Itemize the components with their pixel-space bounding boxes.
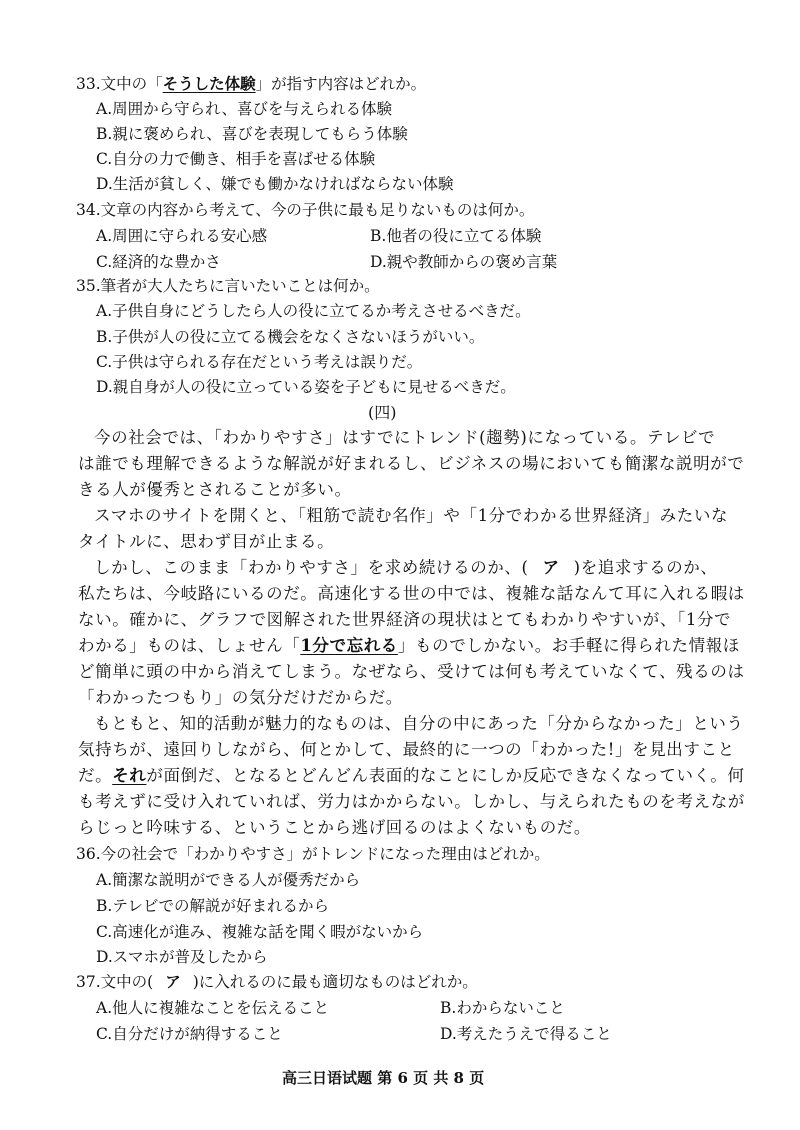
passage-line-2: は誰でも理解できるような解説が好まれるし、ビジネスの場においても簡潔な説明がで — [78, 454, 745, 473]
question-33-stem — [76, 74, 426, 94]
q37-option-d: D.考えたうえで得ること — [440, 1025, 612, 1043]
underlined-phrase-forget: 1分で忘れる — [300, 636, 398, 655]
passage-line-1: 今の社会では、「わかりやすさ」はすでにトレンド(趨勢)になっている。テレビで — [94, 428, 716, 447]
q37-option-b: B.わからないこと — [440, 999, 565, 1017]
q37-stem-post: )に入れるのに最も適切なものはどれか。 — [192, 973, 478, 991]
passage-line-14-part-a: だ。 — [78, 766, 113, 785]
passage-line-5: タイトルに、思わず目が止まる。 — [78, 532, 335, 551]
q33-option-b: B.親に褒められ、喜びを表現してもらう体験 — [96, 125, 408, 143]
passage-line-7: 私たちは、今岐路にいるのだ。高速化する世の中では、複雑な話なんて耳に入れる暇は — [78, 584, 745, 603]
q34-option-c: C.経済的な豊かさ — [96, 253, 221, 271]
passage-line-15: も考えずに受け入れていれば、労力はかからない。しかし、与えられたものを考えなが — [78, 792, 745, 811]
q35-option-d: D.親自身が人の役に立っている姿を子どもに見せるべきだ。 — [96, 378, 516, 396]
q37-option-a: A.他人に複雑なことを伝えること — [96, 999, 330, 1017]
passage-line-16: らじっと吟味する、ということから逃げ回るのはよくないものだ。 — [78, 818, 591, 837]
q34-option-d: D.親や教師からの褒め言葉 — [370, 253, 558, 271]
underlined-word-sore: それ — [112, 766, 147, 785]
q37-option-c: C.自分だけが納得すること — [96, 1025, 283, 1043]
question-34-stem: 34.文章の内容から考えて、今の子供に最も足りないものは何か。 — [76, 201, 535, 219]
q33-underlined-phrase: そうした体験 — [162, 74, 256, 93]
q37-stem-pre: 37.文中の( — [76, 973, 154, 991]
q33-stem-post: 」が指す内容はどれか。 — [255, 75, 427, 93]
q34-option-b: B.他者の役に立てる体験 — [370, 227, 542, 245]
q34-option-a: A.周囲に守られる安心感 — [96, 227, 268, 245]
passage-line-14 — [78, 766, 745, 786]
question-35-stem: 35.筆者が大人たちに言いたいことは何か。 — [76, 277, 380, 295]
q35-option-c: C.子供は守られる存在だという考えは誤りだ。 — [96, 353, 423, 371]
question-36-stem: 36.今の社会で「わかりやすさ」がトレンドになった理由はどれか。 — [76, 845, 550, 863]
q35-option-a: A.子供自身にどうしたら人の役に立てるか考えさせるべきだ。 — [96, 302, 531, 320]
q36-option-b: B.テレビでの解説が好まれるから — [96, 897, 330, 915]
q33-option-c: C.自分の力で働き、相手を喜ばせる体験 — [96, 150, 376, 168]
passage-line-10: ど簡単に頭の中から消えてしまう。なぜなら、受けては何も考えていなくて、残るのは — [78, 662, 745, 681]
q37-blank-marker: ア — [165, 972, 181, 991]
passage-line-13: 気持ちが、遠回りしながら、何とかして、最終的に一つの「わかった!」を見出すこと — [78, 740, 735, 759]
passage-line-6 — [94, 558, 718, 578]
blank-a-marker: ア — [542, 558, 560, 577]
passage-line-9 — [78, 636, 740, 656]
q33-stem-pre: 33.文中の「 — [76, 75, 163, 93]
passage-line-9-part-b: 」ものでしかない。お手軽に得られた情報ほ — [397, 636, 740, 655]
passage-line-3: きる人が優秀とされることが多い。 — [78, 480, 352, 499]
passage-line-4: スマホのサイトを開くと、「粗筋で読む名作」や「1分でわかる世界経済」みたいな — [94, 506, 729, 525]
section-title: (四) — [368, 403, 397, 422]
q35-option-b: B.子供が人の役に立てる機会をなくさないほうがいい。 — [96, 328, 485, 346]
passage-line-14-part-b: が面倒だ、となるとどんどん表面的なことにしか反応できなくなっていく。何 — [146, 766, 745, 785]
q33-option-a: A.周囲から守られ、喜びを与えられる体験 — [96, 100, 393, 118]
passage-line-12: もともと、知的活動が魅力的なものは、自分の中にあった「分からなかった」という — [94, 714, 744, 733]
passage-line-6-part-b: )を追求するのか、 — [573, 558, 718, 577]
q36-option-d: D.スマホが普及したから — [96, 948, 268, 966]
passage-line-11: 「わかったつもり」の気分だけだからだ。 — [78, 688, 403, 707]
passage-line-9-part-a: わかる」ものは、しょせん「 — [78, 636, 301, 655]
passage-line-6-part-a: しかし、このまま「わかりやすさ」を求め続けるのか、( — [94, 558, 529, 577]
q36-option-a: A.簡潔な説明ができる人が優秀だから — [96, 871, 361, 889]
passage-line-8: ない。確かに、グラフで図解された世界経済の現状はとてもわかりやすいが、「1分で — [78, 610, 732, 629]
q36-option-c: C.高速化が進み、複雑な話を聞く暇がないから — [96, 923, 424, 941]
q33-option-d: D.生活が貧しく、嫌でも働かなければならない体験 — [96, 175, 454, 193]
question-37-stem — [76, 972, 478, 992]
page-footer: 高三日语试题 第 6 页 共 8 页 — [282, 1069, 485, 1087]
